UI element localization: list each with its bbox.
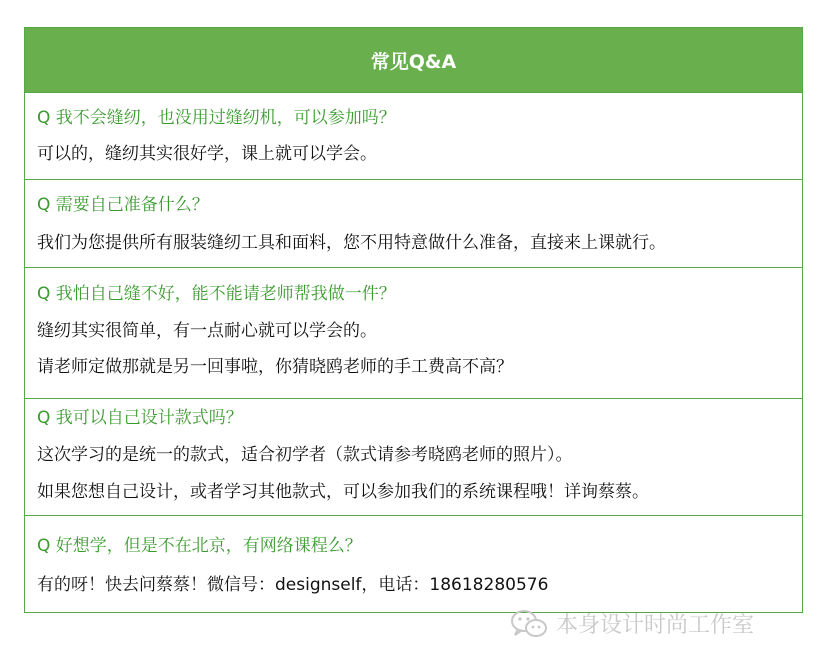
faq-answer: 请老师定做那就是另一回事啦，你猜晓鸥老师的手工费高不高？ [37,357,513,377]
wechat-icon [510,609,548,639]
faq-title: 常见Q&A [370,50,457,73]
faq-answer: 缝纫其实很简单，有一点耐心就可以学会的。 [37,321,377,341]
faq-question: Q 需要自己准备什么？ [37,195,209,215]
faq-row [25,268,802,399]
faq-row [25,399,802,516]
faq-question: Q 我可以自己设计款式吗？ [37,408,243,428]
faq-header [25,28,802,93]
faq-question: Q 好想学，但是不在北京，有网络课程么？ [37,536,362,556]
watermark [510,608,754,639]
faq-row [25,516,802,612]
faq-answer: 这次学习的是统一的款式，适合初学者（款式请参考晓鸥老师的照片）。 [37,445,573,465]
faq-row [25,93,802,180]
watermark-text: 本身设计时尚工作室 [556,613,755,638]
faq-answer: 可以的，缝纫其实很好学，课上就可以学会。 [37,144,377,164]
faq-table [24,27,803,613]
faq-question: Q 我不会缝纫，也没用过缝纫机，可以参加吗？ [37,108,396,128]
faq-answer: 我们为您提供所有服装缝纫工具和面料，您不用特意做什么准备，直接来上课就行。 [37,233,666,253]
faq-answer: 如果您想自己设计，或者学习其他款式，可以参加我们的系统课程哦！详询蔡蔡。 [37,482,649,502]
faq-question: Q 我怕自己缝不好，能不能请老师帮我做一件？ [37,284,396,304]
faq-row [25,180,802,268]
faq-answer: 有的呀！快去问蔡蔡！微信号：designself，电话：18618280576 [37,575,549,595]
